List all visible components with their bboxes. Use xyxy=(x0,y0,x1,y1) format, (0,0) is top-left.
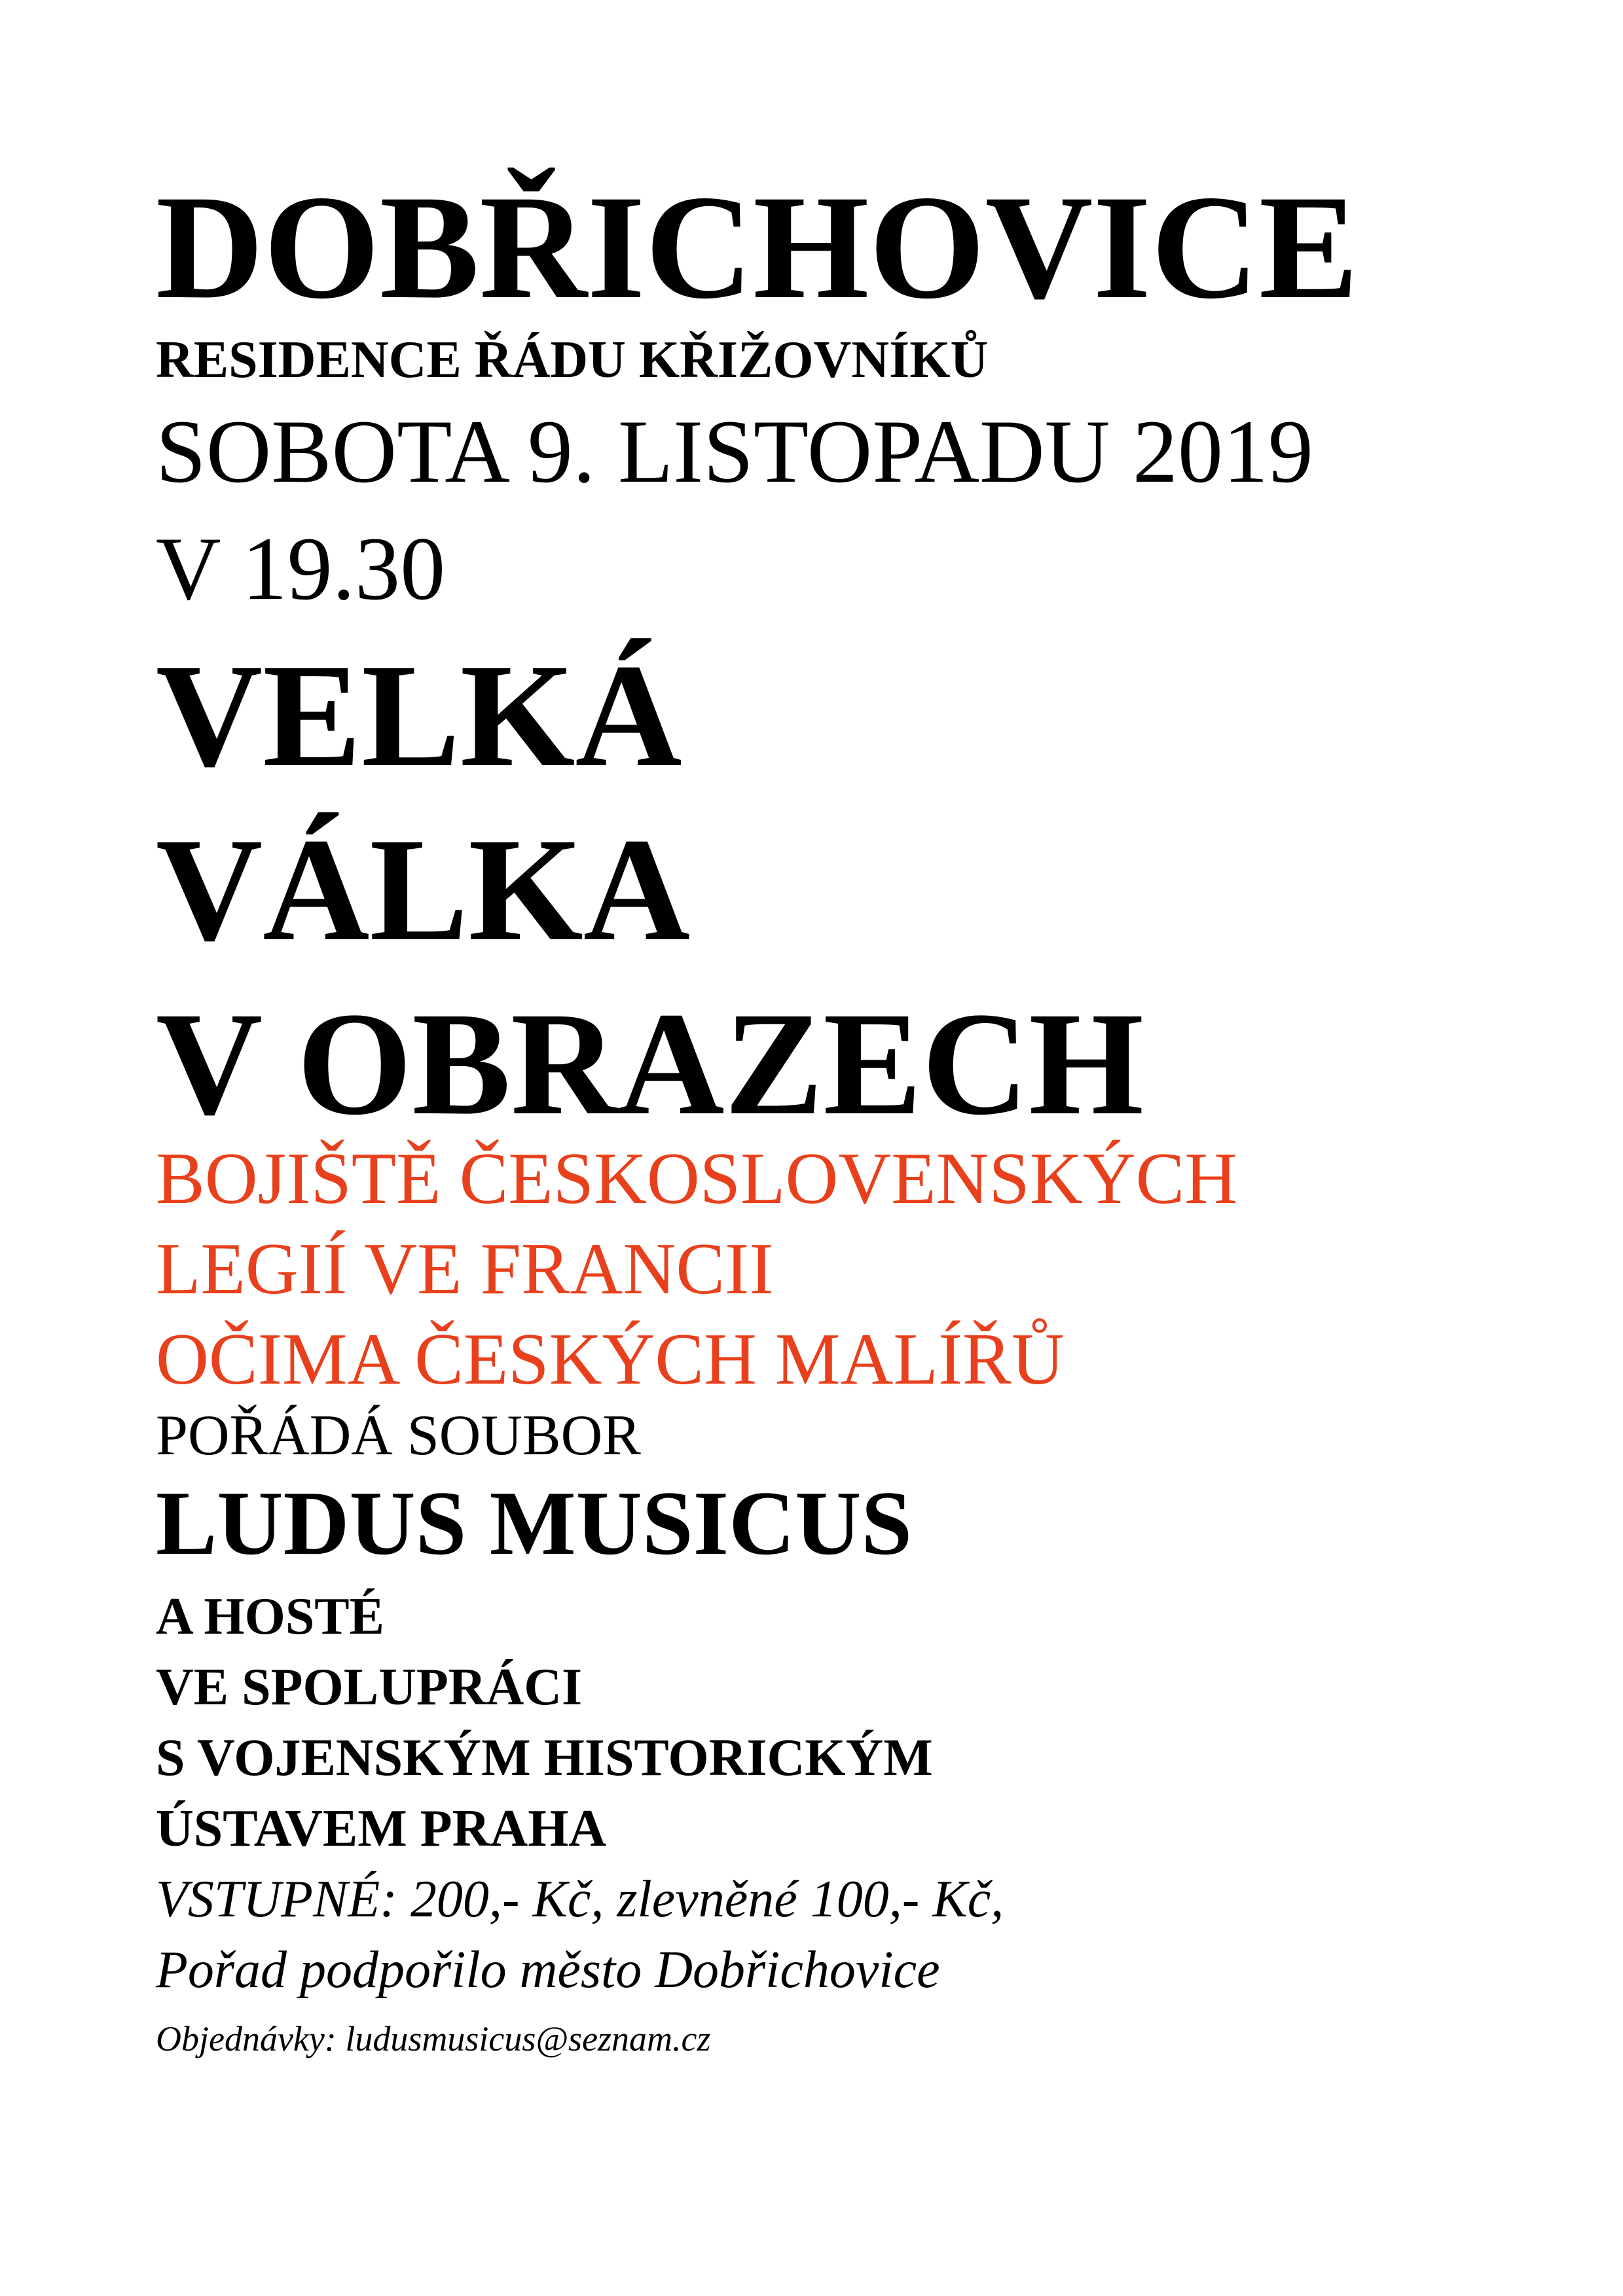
ensemble-name: LUDUS MUSICUS xyxy=(156,1473,913,1574)
orders-contact: Objednávky: ludusmusicus@seznam.cz xyxy=(156,2019,711,2058)
event-subtitle-line: BOJIŠTĚ ČESKOSLOVENSKÝCH xyxy=(156,1138,1238,1219)
guests-line: S VOJENSKÝM HISTORICKÝM xyxy=(156,1729,933,1787)
event-title-line: V OBRAZECH xyxy=(156,982,1144,1145)
guests-line: A HOSTÉ xyxy=(156,1588,385,1645)
guests-line: VE SPOLUPRÁCI xyxy=(156,1659,583,1716)
event-subtitle-line: LEGIÍ VE FRANCII xyxy=(156,1229,774,1310)
admission-price: VSTUPNÉ: 200,- Kč, zlevněné 100,- Kč, xyxy=(156,1871,1004,1928)
event-subtitle-line: OČIMA ČESKÝCH MALÍŘŮ xyxy=(156,1319,1065,1400)
venue-name: RESIDENCE ŘÁDU KŘIŽOVNÍKŮ xyxy=(156,331,989,389)
guests-line: ÚSTAVEM PRAHA xyxy=(156,1800,607,1857)
town-heading: DOBŘICHOVICE xyxy=(156,165,1359,330)
event-title-line: VELKÁ xyxy=(156,634,682,797)
event-date: SOBOTA 9. LISTOPADU 2019 xyxy=(156,401,1313,501)
support-note: Pořad podpořilo město Dobřichovice xyxy=(156,1941,940,1999)
event-title-line: VÁLKA xyxy=(156,808,691,971)
event-time: V 19.30 xyxy=(156,518,446,619)
organizer-label: POŘÁDÁ SOUBOR xyxy=(156,1404,641,1467)
